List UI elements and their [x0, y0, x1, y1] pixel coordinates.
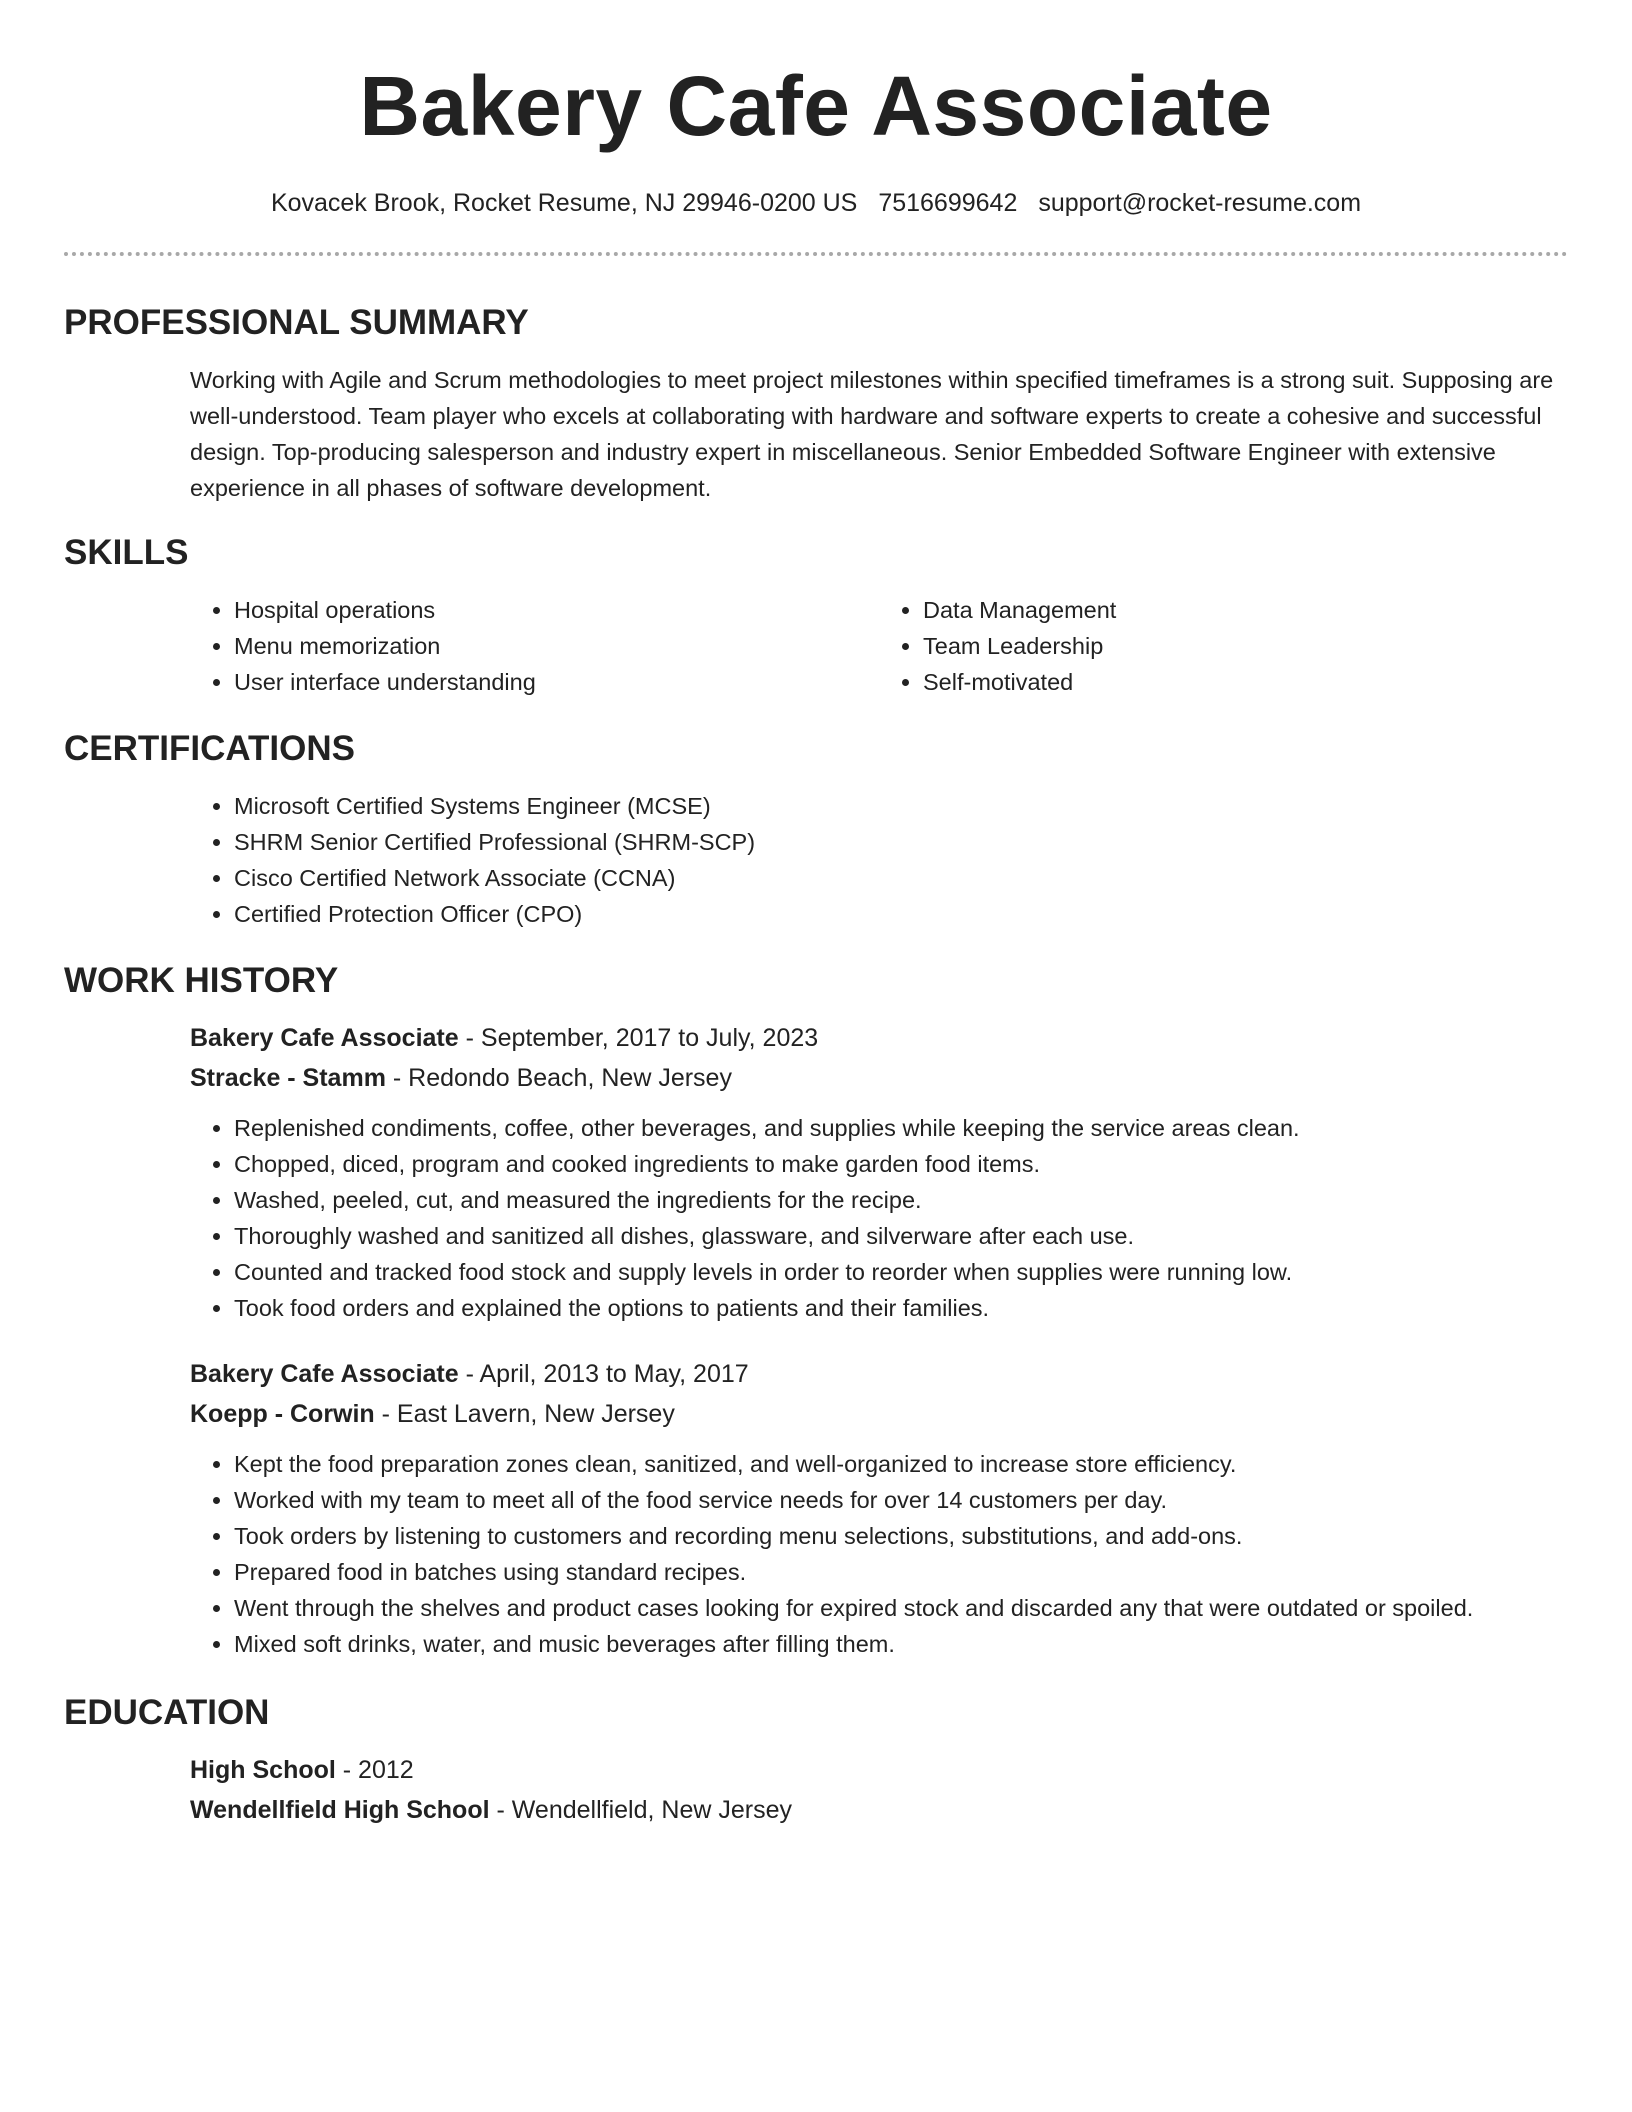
- contact-email: support@rocket-resume.com: [1038, 189, 1362, 217]
- education-school-line: [190, 1790, 1568, 1830]
- skill-item: • User interface understanding: [234, 664, 879, 700]
- education-school: Wendellfield High School: [190, 1796, 490, 1824]
- skill-item: • Self-motivated: [923, 664, 1568, 700]
- job-bullets: [190, 1446, 1568, 1662]
- skill-item: • Hospital operations: [234, 592, 879, 628]
- certification-item: • Microsoft Certified Systems Engineer (MCSE): [234, 788, 1568, 824]
- job-company-line: [190, 1394, 1568, 1434]
- job-bullet: • Washed, peeled, cut, and measured the ingredients for the recipe.: [234, 1182, 1568, 1218]
- education-year: - 2012: [335, 1756, 414, 1784]
- skills-heading: SKILLS: [64, 533, 189, 572]
- job-bullet: • Counted and tracked food stock and supply levels in order to reorder when supplies were running low.: [234, 1254, 1568, 1290]
- education-location: - Wendellfield, New Jersey: [489, 1796, 792, 1824]
- job-company: Koepp - Corwin: [190, 1400, 375, 1428]
- summary-text: Working with Agile and Scrum methodologies to meet project milestones within specified timeframes is a strong suit. Supposing are well-understood. Team player who excels at collaborating with hardware and software experts to create a cohesive and successful design. Top-producing salesperson and industry expert in miscellaneous. Senior Embedded Software Engineer with extensive experience in all phases of software development.: [190, 367, 1554, 501]
- job-title: Bakery Cafe Associate: [190, 1024, 459, 1052]
- job-bullet: • Took food orders and explained the options to patients and their families.: [234, 1290, 1568, 1326]
- job-entry: [190, 1354, 1568, 1662]
- certification-item: • SHRM Senior Certified Professional (SHRM-SCP): [234, 824, 1568, 860]
- skill-item: • Menu memorization: [234, 628, 879, 664]
- job-bullet: • Replenished condiments, coffee, other beverages, and supplies while keeping the service areas clean.: [234, 1110, 1568, 1146]
- education-degree-line: [190, 1750, 1568, 1790]
- job-bullet: • Chopped, diced, program and cooked ingredients to make garden food items.: [234, 1146, 1568, 1182]
- education-heading: EDUCATION: [64, 1693, 270, 1732]
- certification-item: • Cisco Certified Network Associate (CCNA): [234, 860, 1568, 896]
- job-location: - East Lavern, New Jersey: [374, 1400, 675, 1428]
- job-title-line: [190, 1018, 1568, 1058]
- job-bullet: • Worked with my team to meet all of the food service needs for over 14 customers per day.: [234, 1482, 1568, 1518]
- summary-heading: PROFESSIONAL SUMMARY: [64, 303, 529, 342]
- certification-item: • Certified Protection Officer (CPO): [234, 896, 1568, 932]
- contact-line: [64, 188, 1568, 218]
- job-bullet: • Went through the shelves and product cases looking for expired stock and discarded any that were outdated or spoiled.: [234, 1590, 1568, 1626]
- certifications-heading: CERTIFICATIONS: [64, 729, 356, 768]
- skills-column-left: [190, 592, 879, 700]
- job-bullets: [190, 1110, 1568, 1326]
- skill-item: • Data Management: [923, 592, 1568, 628]
- header-divider: [64, 252, 1568, 256]
- job-bullet: • Thoroughly washed and sanitized all dishes, glassware, and silverware after each use.: [234, 1218, 1568, 1254]
- job-dates: - April, 2013 to May, 2017: [458, 1360, 749, 1388]
- job-title-line: [190, 1354, 1568, 1394]
- job-bullet: • Prepared food in batches using standard recipes.: [234, 1554, 1568, 1590]
- skill-item: • Team Leadership: [923, 628, 1568, 664]
- skills-list: [190, 592, 1568, 700]
- job-location: - Redondo Beach, New Jersey: [385, 1064, 732, 1092]
- work-history-heading: WORK HISTORY: [64, 961, 339, 1000]
- job-entry: [190, 1018, 1568, 1326]
- certifications-list: [190, 788, 1568, 932]
- resume-title: Bakery Cafe Associate: [359, 59, 1273, 153]
- job-company: Stracke - Stamm: [190, 1064, 386, 1092]
- job-bullet: • Mixed soft drinks, water, and music beverages after filling them.: [234, 1626, 1568, 1662]
- job-title: Bakery Cafe Associate: [190, 1360, 459, 1388]
- education-entry: [190, 1750, 1568, 1830]
- contact-address: Kovacek Brook, Rocket Resume, NJ 29946-0200 US: [270, 189, 858, 217]
- job-bullet: • Took orders by listening to customers and recording menu selections, substitutions, and add-ons.: [234, 1518, 1568, 1554]
- resume-page: [64, 0, 1568, 1830]
- job-bullet: • Kept the food preparation zones clean, sanitized, and well-organized to increase store efficiency.: [234, 1446, 1568, 1482]
- job-company-line: [190, 1058, 1568, 1098]
- contact-phone: 7516699642: [878, 189, 1018, 217]
- skills-column-right: [879, 592, 1568, 700]
- education-degree: High School: [190, 1756, 336, 1784]
- job-dates: - September, 2017 to July, 2023: [458, 1024, 819, 1052]
